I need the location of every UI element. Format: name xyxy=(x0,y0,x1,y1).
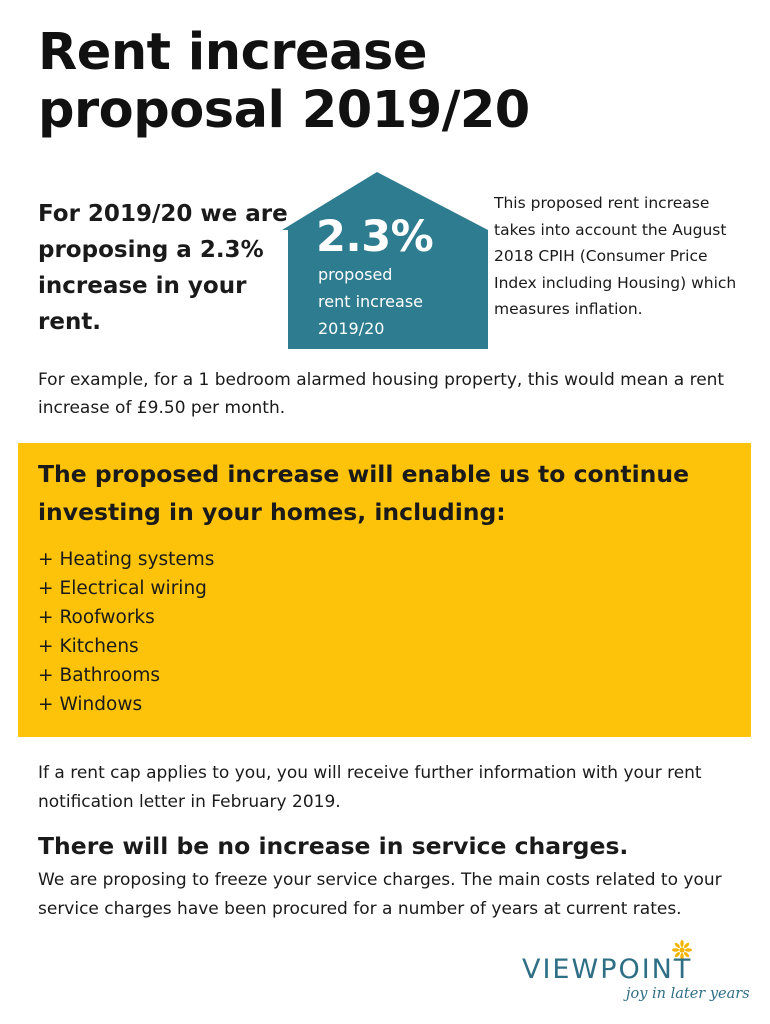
plus-icon: + xyxy=(38,549,54,570)
investment-heading: The proposed increase will enable us to continue investing in your homes, including: xyxy=(38,460,690,526)
list-item xyxy=(38,661,214,690)
list-item-label: Kitchens xyxy=(59,636,139,657)
list-item xyxy=(38,632,214,661)
house-label-line-2: rent increase xyxy=(318,292,424,311)
plus-icon: + xyxy=(38,665,54,686)
investment-list xyxy=(38,545,214,719)
title-line-1: Rent increase xyxy=(38,23,427,82)
example-text: For example, for a 1 bedroom alarmed housing property, this would mean a rent increase of £9.50 per month. xyxy=(38,370,725,418)
list-item-label: Windows xyxy=(59,694,143,715)
plus-icon: + xyxy=(38,636,54,657)
house-label-line-1: proposed xyxy=(318,265,393,284)
list-item-label: Electrical wiring xyxy=(59,578,207,599)
logo-wordmark: VIEWPOINT xyxy=(522,954,693,985)
intro-lead-text: For 2019/20 we are proposing a 2.3% increase in your rent. xyxy=(38,201,288,335)
house-label-line-3: 2019/20 xyxy=(318,319,385,338)
list-item xyxy=(38,574,214,603)
list-item xyxy=(38,690,214,719)
plus-icon: + xyxy=(38,607,54,628)
list-item-label: Heating systems xyxy=(59,549,215,570)
house-badge xyxy=(282,172,488,349)
viewpoint-logo xyxy=(516,940,752,1010)
list-item xyxy=(38,603,214,632)
page-title xyxy=(38,24,738,140)
title-line-2: proposal 2019/20 xyxy=(38,81,530,140)
plus-icon: + xyxy=(38,694,54,715)
list-item xyxy=(38,545,214,574)
list-item-label: Bathrooms xyxy=(59,665,161,686)
side-note-text: This proposed rent increase takes into account the August 2018 CPIH (Consumer Price Index including Housing) which measures inflation. xyxy=(494,194,737,318)
investment-panel xyxy=(18,443,751,737)
plus-icon: + xyxy=(38,578,54,599)
service-charges-heading: There will be no increase in service charges. xyxy=(38,832,629,860)
service-charges-text: We are proposing to freeze your service charges. The main costs related to your service charges have been procured for a number of years at current rates. xyxy=(38,870,722,919)
list-item-label: Roofworks xyxy=(59,607,155,628)
rent-cap-text: If a rent cap applies to you, you will receive further information with your rent notification letter in February 2019. xyxy=(38,763,702,812)
house-label xyxy=(318,261,478,342)
logo-tagline: joy in later years xyxy=(626,986,750,1002)
house-percent-value: 2.3% xyxy=(316,212,434,262)
